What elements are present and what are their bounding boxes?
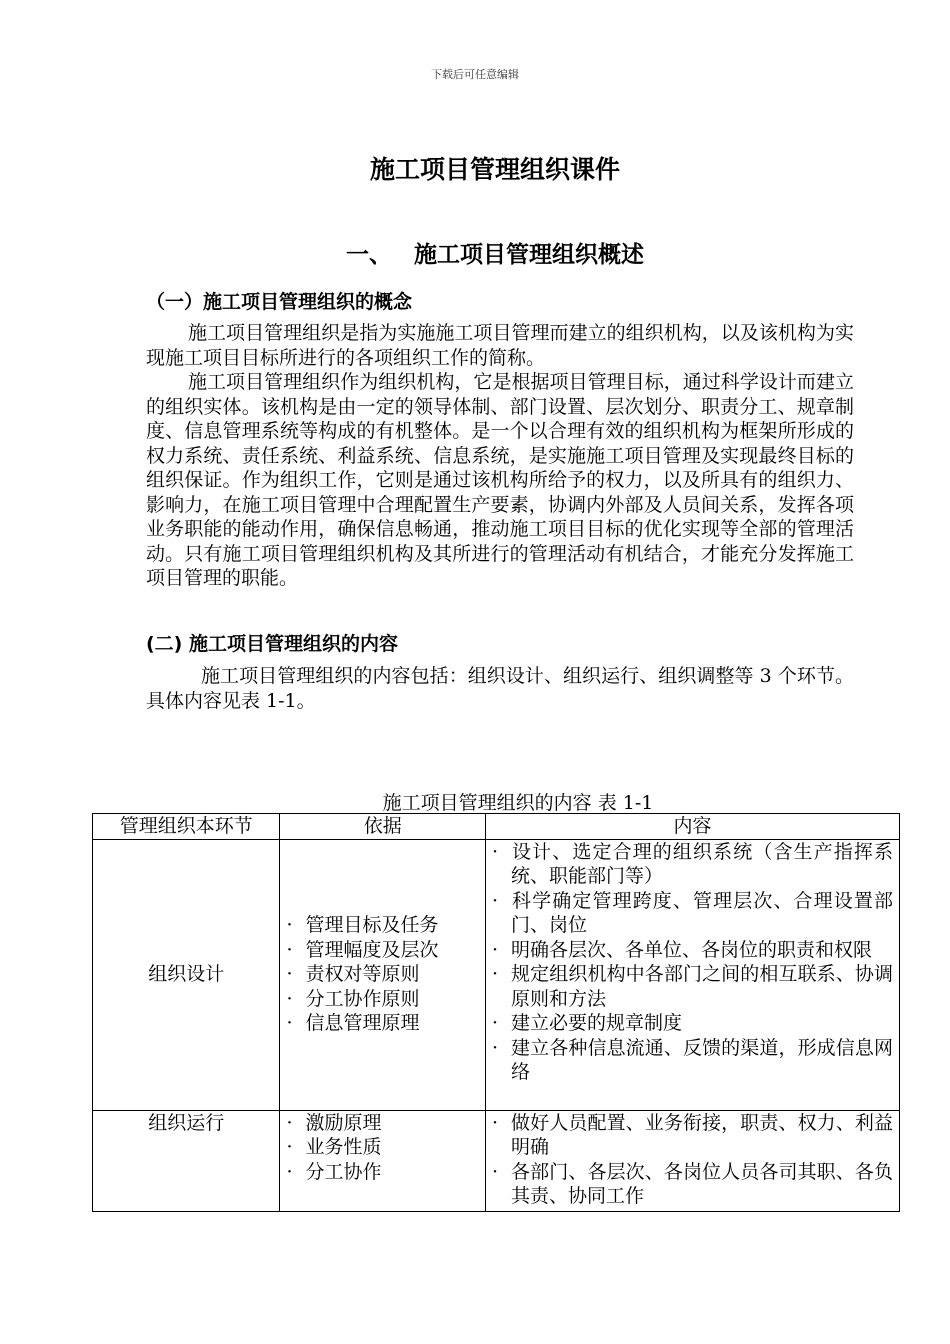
bullet-icon: ·: [286, 1111, 293, 1134]
content-text: 明确各层次、各单位、各岗位的职责和权限: [510, 938, 872, 961]
table-row: [93, 839, 900, 1110]
content-table: [92, 813, 900, 1212]
bullet-icon: ·: [286, 1160, 293, 1183]
page-header: 下载后可任意编辑: [431, 68, 519, 81]
basis-list: [286, 1111, 479, 1185]
paragraph-definition: 施工项目管理组织是指为实施施工项目管理而建立的组织机构，以及该机构为实现施工项目目标所进行的各项组织工作的简称。: [146, 322, 854, 369]
basis-item: [286, 962, 479, 987]
table-caption: [0, 788, 950, 815]
content-item: [492, 889, 893, 938]
basis-cell: [280, 1110, 486, 1211]
section-number: 一、: [346, 242, 392, 268]
column-header-basis: 依据: [280, 814, 486, 840]
section-heading: [0, 236, 950, 269]
bullet-icon: ·: [286, 1012, 293, 1035]
bullet-icon: ·: [286, 914, 293, 937]
table-caption-number: 表 1-1: [597, 792, 654, 814]
content-item: [492, 1036, 893, 1085]
table-caption-title: 施工项目管理组织的内容: [382, 792, 592, 814]
document-title: 施工项目管理组织课件: [369, 155, 620, 184]
content-text: 做好人员配置、业务衔接，职责、权力、利益明确: [510, 1111, 893, 1158]
content-item: [492, 1160, 893, 1209]
content-item: [492, 1011, 893, 1036]
basis-text: 激励原理: [305, 1111, 382, 1134]
basis-item: [286, 938, 479, 963]
section-title: 施工项目管理组织概述: [414, 242, 644, 268]
basis-text: 分工协作: [305, 1160, 382, 1183]
bullet-icon: ·: [491, 963, 498, 985]
basis-text: 分工协作原则: [305, 987, 420, 1010]
basis-item: [286, 1111, 479, 1136]
bullet-icon: ·: [491, 1111, 498, 1134]
bullet-icon: ·: [286, 963, 293, 986]
stage-cell: 组织运行: [93, 1110, 280, 1211]
table-row: [93, 1110, 900, 1211]
bullet-icon: ·: [286, 1136, 293, 1158]
bullet-icon: ·: [491, 889, 498, 912]
basis-text: 业务性质: [305, 1136, 382, 1158]
basis-text: 责权对等原则: [305, 963, 420, 986]
basis-cell: [280, 839, 486, 1110]
content-item: [492, 1111, 893, 1160]
content-cell: [485, 839, 899, 1110]
table-header-row: [93, 814, 900, 840]
content-cell: [485, 1110, 899, 1211]
content-list: [492, 1111, 893, 1209]
bullet-icon: ·: [491, 1012, 498, 1034]
bullet-icon: ·: [491, 840, 498, 863]
basis-text: 管理目标及任务: [305, 914, 439, 937]
content-item: [492, 938, 893, 963]
column-header-stage: 管理组织本环节: [93, 814, 280, 840]
bullet-icon: ·: [491, 1160, 498, 1183]
bullet-icon: ·: [286, 938, 293, 961]
basis-item: [286, 1011, 479, 1036]
basis-item: [286, 987, 479, 1012]
basis-item: [286, 1135, 479, 1160]
bullet-icon: ·: [491, 938, 498, 961]
paragraph-content-intro: 施工项目管理组织的内容包括：组织设计、组织运行、组织调整等 3 个环节。具体内容见表 1-1。: [146, 665, 854, 712]
content-item: [492, 962, 893, 1011]
subsection-heading-concept: （一）施工项目管理组织的概念: [146, 291, 413, 313]
bullet-icon: ·: [491, 1036, 498, 1059]
column-header-content: 内容: [485, 814, 899, 840]
bullet-icon: ·: [286, 987, 293, 1010]
basis-text: 信息管理原理: [305, 1012, 420, 1035]
stage-cell: 组织设计: [93, 839, 280, 1110]
content-list: [492, 840, 893, 1085]
content-text: 建立各种信息流通、反馈的渠道，形成信息网络: [510, 1036, 893, 1083]
content-text: 建立必要的规章制度: [510, 1012, 682, 1034]
basis-item: [286, 1160, 479, 1185]
paragraph-description: 施工项目管理组织作为组织机构，它是根据项目管理目标，通过科学设计而建立的组织实体。该机构是由一定的领导体制、部门设置、层次划分、职责分工、规章制度、信息管理系统等构成的有机整体。是一个以合理有效的组织机构为框架所形成的权力系统、责任系统、利益系统、信息系统，是实施施工项目管理及实现最终目标的组织保证。作为组织工作，它则是通过该机构所给予的权力，以及所具有的组织力、影响力，在施工项目管理中合理配置生产要素，协调内外部及人员间关系，发挥各项业务职能的能动作用，确保信息畅通，推动施工项目目标的优化实现等全部的管理活动。只有施工项目管理组织机构及其所进行的管理活动有机结合，才能充分发挥施工项目管理的职能。: [146, 371, 854, 589]
content-text: 各部门、各层次、各岗位人员各司其职、各负其责、协同工作: [510, 1160, 893, 1207]
basis-item: [286, 913, 479, 938]
content-text: 设计、选定合理的组织系统（含生产指挥系统、职能部门等）: [510, 840, 893, 887]
basis-text: 管理幅度及层次: [305, 938, 439, 961]
content-text: 科学确定管理跨度、管理层次、合理设置部门、岗位: [510, 889, 893, 936]
basis-list: [286, 913, 479, 1036]
content-text: 规定组织机构中各部门之间的相互联系、协调原则和方法: [510, 963, 893, 1010]
subsection-heading-content: (二) 施工项目管理组织的内容: [146, 633, 398, 655]
content-item: [492, 840, 893, 889]
